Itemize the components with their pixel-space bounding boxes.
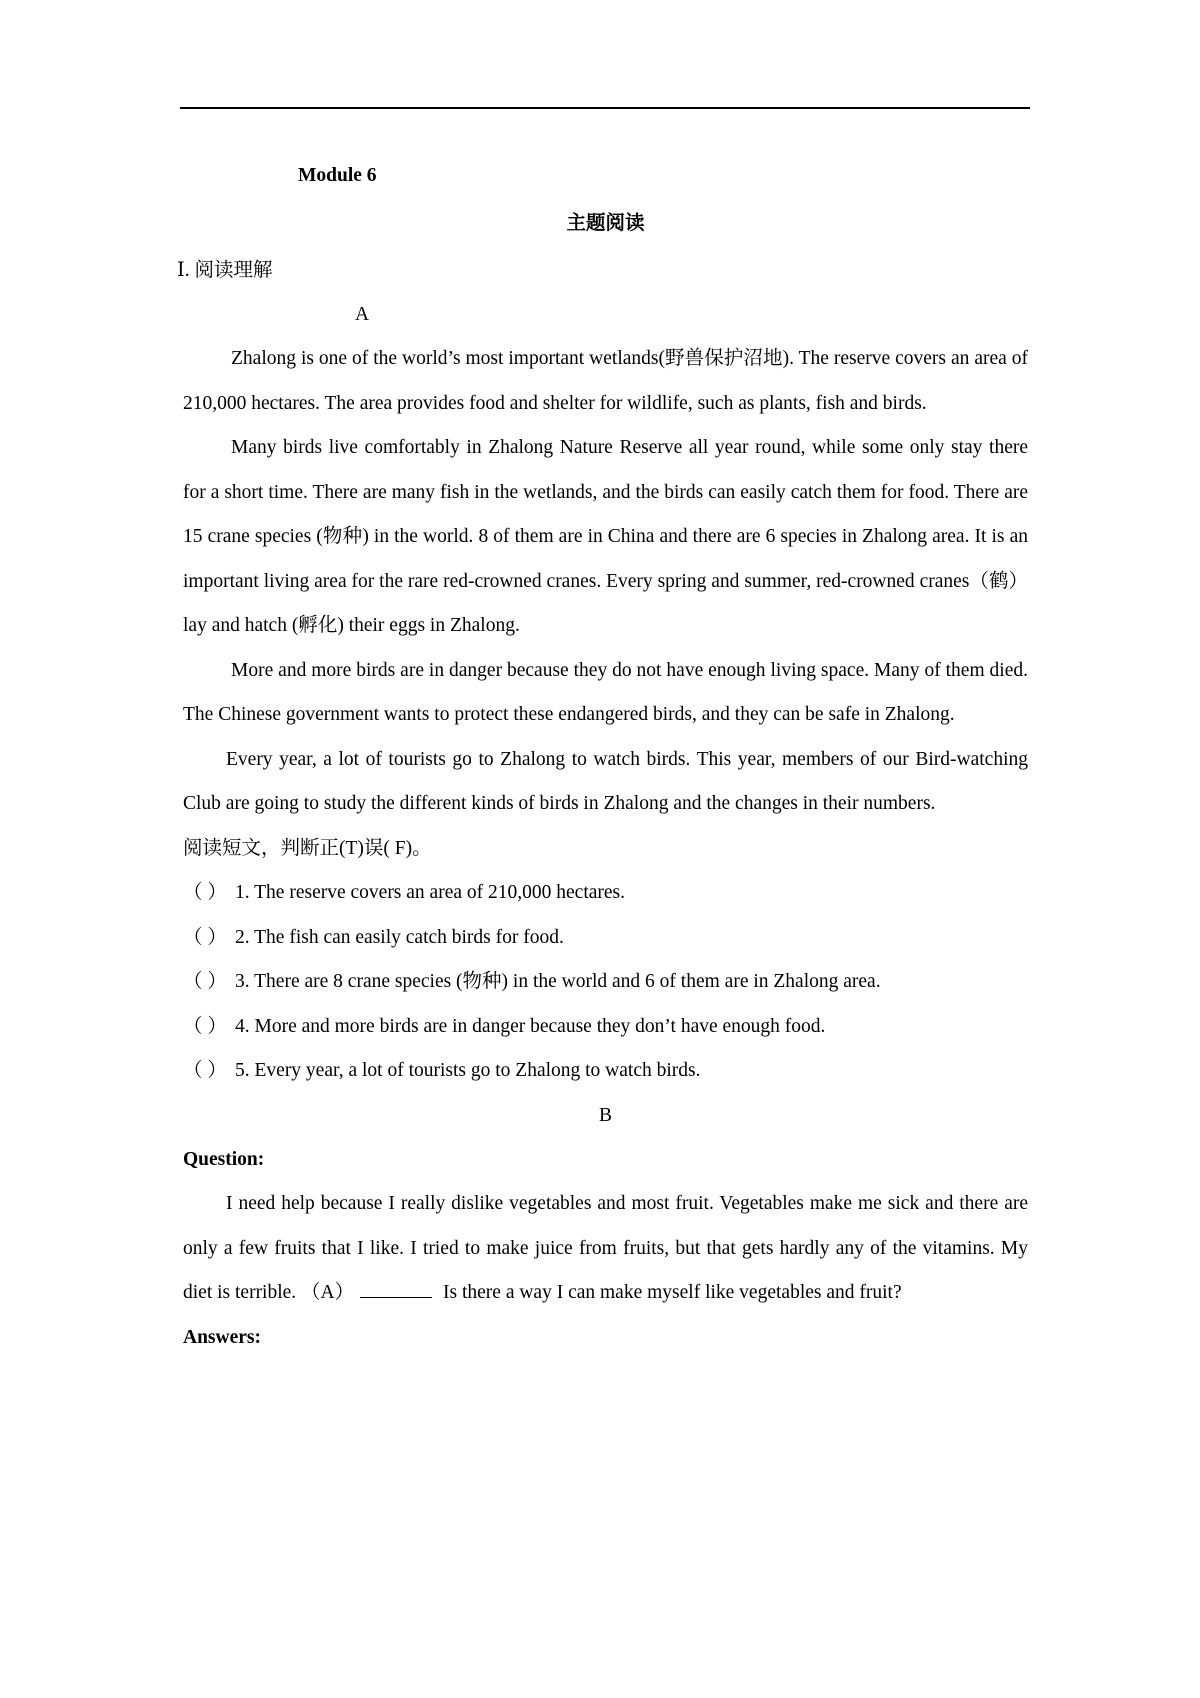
instruction: 阅读短文，判断正(T)误( F)。 (183, 837, 432, 859)
answer-blank[interactable]: （ ） (183, 971, 227, 992)
document-page (177, 148, 1028, 1360)
header-rule (180, 107, 1030, 109)
question-text: 2. The fish can easily catch birds for food. (235, 926, 564, 948)
module-title: Module 6 (298, 165, 377, 186)
theme-title: 主题阅读 (566, 213, 645, 234)
question-text-part-2: Is there a way I can make myself like vegetables and fruit? (438, 1282, 902, 1303)
answers-heading: Answers: (183, 1326, 261, 1348)
question-item-2 (183, 916, 1028, 961)
question-item-3 (183, 960, 1028, 1005)
passage-a-paragraph-2: Many birds live comfortably in Zhalong Nature Reserve all year round, while some only stay there for a short time. There are many fish in the wetlands, and the birds can easily catch them for food. There are 15 crane species (物种) in the world. 8 of them are in China and there are 6 species in Zhalong area. It is an important living area for the rare red-crowned cranes. Every spring and summer, red-crowned cranes（鹤） lay and hatch (孵化) their eggs in Zhalong. (183, 437, 1028, 636)
passage-a-paragraph-1: Zhalong is one of the world’s most important wetlands(野兽保护沼地). The reserve covers an area of 210,000 hectares. The area provides food and shelter for wildlife, such as plants, fish and birds. (183, 348, 1028, 414)
question-text: 1. The reserve covers an area of 210,000 hectares. (235, 882, 625, 903)
question-item-4 (183, 1005, 1028, 1050)
question-text: 3. There are 8 crane species (物种) in the world and 6 of them are in Zhalong area. (235, 971, 881, 992)
answer-blank[interactable]: （ ） (183, 926, 227, 948)
passage-a-letter: A (355, 304, 370, 325)
answer-blank[interactable]: （ ） (183, 1060, 227, 1081)
passage-b-question-text (183, 1182, 1028, 1316)
passage-a-paragraph-3: More and more birds are in danger because they do not have enough living space. Many of them died. The Chinese government wants to protect these endangered birds, and they can be safe in Zhalong. (183, 659, 1028, 725)
question-item-1 (183, 871, 1028, 916)
question-text-part-1: I need help because I really dislike vegetables and most fruit. Vegetables make me sick and there are only a few fruits that I like. I tried to make juice from fruits, but that gets hardly any of the vitamins. My diet is terrible. （A） (183, 1193, 1028, 1303)
answer-blank[interactable]: （ ） (183, 1015, 227, 1037)
question-item-5 (183, 1049, 1028, 1094)
section-label: Ⅰ. 阅读理解 (177, 260, 273, 281)
question-heading: Question: (183, 1148, 265, 1170)
fill-in-blank-a[interactable] (360, 1277, 432, 1298)
passage-a-paragraph-4: Every year, a lot of tourists go to Zhalong to watch birds. This year, members of our Bird-watching Club are going to study the different kinds of birds in Zhalong and the changes in their numbers. (183, 748, 1028, 814)
passage-b-letter: B (598, 1104, 612, 1126)
question-text: 5. Every year, a lot of tourists go to Zhalong to watch birds. (235, 1060, 701, 1081)
answer-blank[interactable]: （ ） (183, 882, 227, 903)
question-text: 4. More and more birds are in danger because they don’t have enough food. (235, 1015, 826, 1037)
